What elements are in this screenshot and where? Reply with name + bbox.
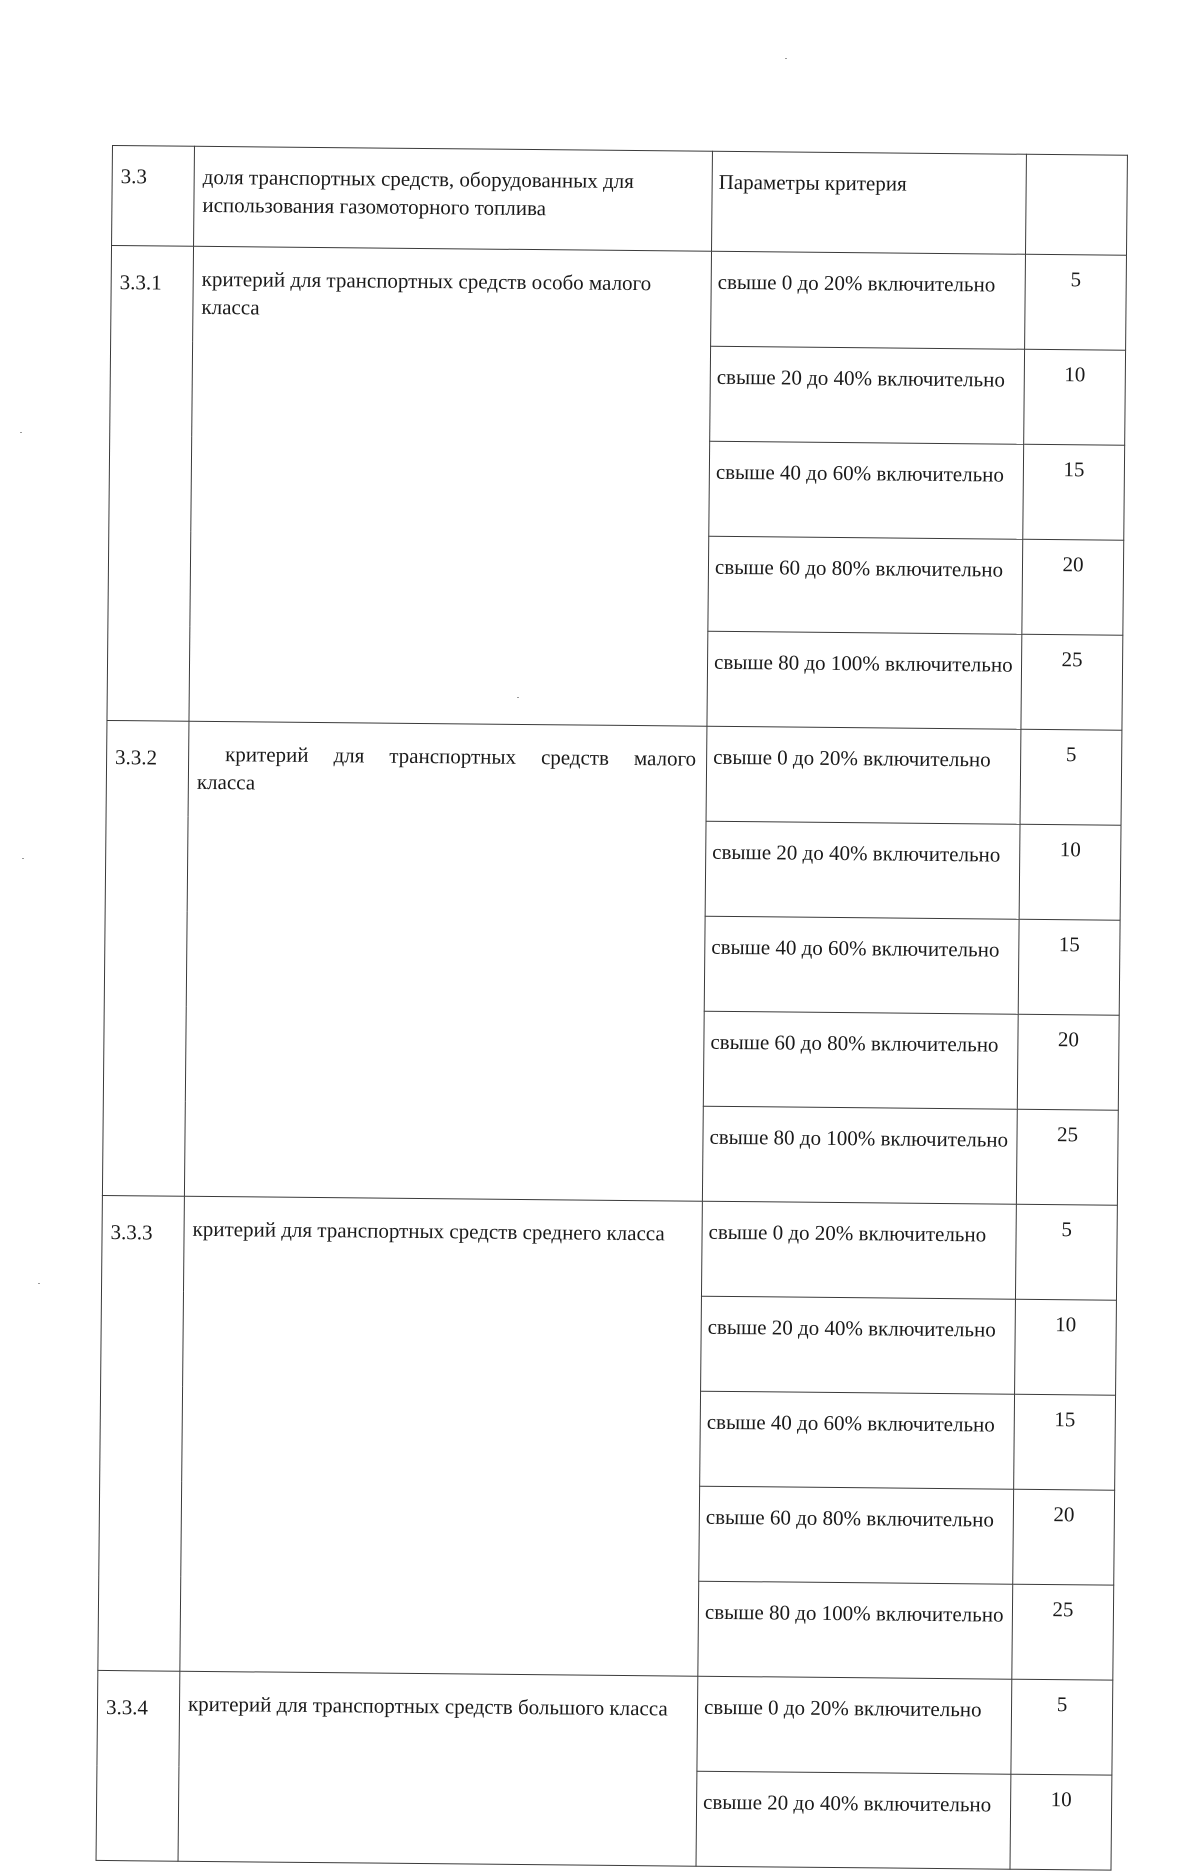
parameter-range: свыше 0 до 20% включительно: [711, 251, 1026, 349]
criterion-name-line1: критерий для транспортных средств малого: [225, 742, 697, 771]
scan-speck: [38, 1283, 40, 1284]
parameter-range: свыше 0 до 20% включительно: [706, 726, 1021, 824]
score-value: 15: [1014, 1394, 1116, 1490]
parameter-range: свыше 20 до 40% включительно: [705, 821, 1020, 919]
score-value: 15: [1023, 444, 1125, 540]
parameter-range: свыше 80 до 100% включительно: [707, 631, 1022, 729]
parameter-range: свыше 80 до 100% включительно: [702, 1106, 1017, 1204]
section-number: 3.3: [112, 146, 195, 247]
score-value: 25: [1021, 634, 1123, 730]
criterion-name: критерий для транспортных средств особо малого класса: [189, 246, 712, 726]
parameter-range: свыше 60 до 80% включительно: [708, 536, 1023, 634]
score-value: 10: [1010, 1774, 1112, 1870]
score-value: 25: [1012, 1584, 1114, 1680]
scan-speck: [20, 432, 22, 433]
score-value: 20: [1017, 1014, 1119, 1110]
score-value: 20: [1022, 539, 1124, 635]
parameter-range: свыше 20 до 40% включительно: [696, 1771, 1011, 1869]
score-header: [1025, 154, 1127, 255]
parameter-range: свыше 80 до 100% включительно: [698, 1581, 1013, 1679]
criterion-number: 3.3.3: [98, 1195, 185, 1671]
score-value: 20: [1013, 1489, 1115, 1585]
table-row: [106, 720, 1122, 825]
parameters-header: Параметры критерия: [712, 151, 1027, 254]
parameter-range: свыше 20 до 40% включительно: [701, 1296, 1016, 1394]
score-value: 5: [1025, 254, 1127, 350]
criterion-number: 3.3.1: [107, 246, 194, 722]
score-value: 10: [1019, 824, 1121, 920]
score-value: 10: [1024, 349, 1126, 445]
parameter-range: свыше 40 до 60% включительно: [709, 441, 1024, 539]
criterion-name-line2: класса: [196, 770, 256, 795]
table-row: [111, 246, 1127, 351]
scan-speck: [785, 58, 787, 59]
score-value: 15: [1018, 919, 1120, 1015]
table-header-row: [112, 146, 1128, 256]
score-value: 5: [1011, 1679, 1113, 1775]
parameter-range: свыше 40 до 60% включительно: [700, 1391, 1015, 1489]
criteria-table: [96, 145, 1128, 1871]
score-value: 10: [1015, 1299, 1117, 1395]
score-value: 25: [1016, 1109, 1118, 1205]
score-value: 5: [1015, 1204, 1117, 1300]
criterion-number: 3.3.2: [102, 720, 189, 1196]
table-row: [97, 1670, 1113, 1775]
criterion-name: критерий для транспортных средств среднего класса: [180, 1196, 703, 1676]
parameter-range: свыше 20 до 40% включительно: [710, 346, 1025, 444]
score-value: 5: [1020, 729, 1122, 825]
criterion-number: 3.3.4: [96, 1670, 180, 1861]
criterion-name: [184, 721, 707, 1201]
parameter-range: свыше 60 до 80% включительно: [703, 1011, 1018, 1109]
parameter-range: свыше 40 до 60% включительно: [704, 916, 1019, 1014]
parameter-range: свыше 0 до 20% включительно: [697, 1676, 1012, 1774]
parameter-range: свыше 0 до 20% включительно: [701, 1201, 1016, 1299]
table-row: [102, 1195, 1118, 1300]
scan-speck: [22, 858, 24, 859]
section-title: доля транспортных средств, оборудованных для использования газомоторного топлива: [194, 146, 713, 251]
parameter-range: свыше 60 до 80% включительно: [699, 1486, 1014, 1584]
criterion-name: критерий для транспортных средств большого класса: [178, 1671, 698, 1866]
